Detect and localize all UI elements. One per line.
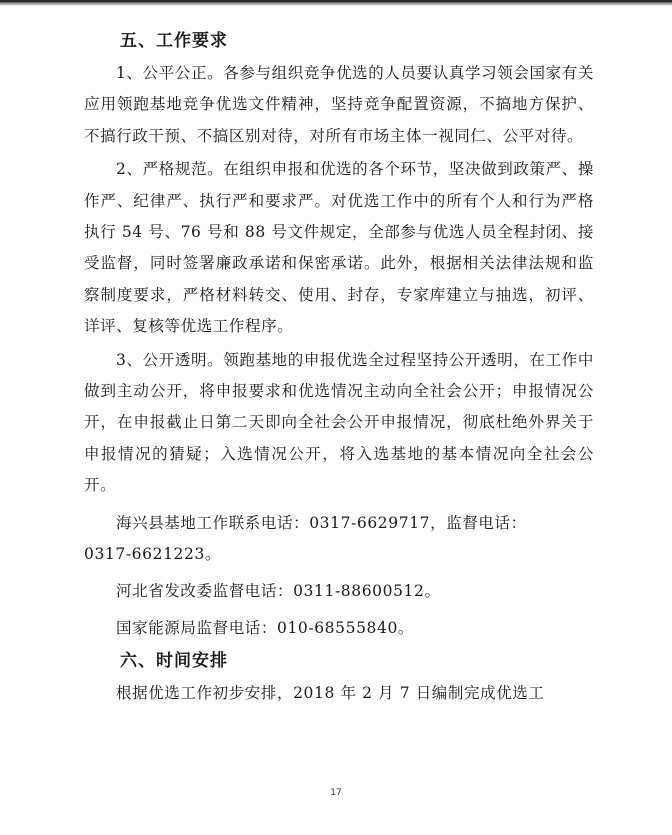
schedule-paragraph: 根据优选工作初步安排，2018 年 2 月 7 日编制完成优选工	[116, 683, 545, 702]
hebei-supervision-line: 河北省发改委监督电话：0311-88600512。	[116, 581, 441, 600]
page-number: 17	[330, 788, 342, 798]
haixing-contact-line: 海兴县基地工作联系电话：0317-6629717，监督电话：	[116, 513, 527, 532]
nea-supervision-line: 国家能源局监督电话：010-68555840。	[116, 618, 415, 637]
requirement-2-paragraph: 2、严格规范。在组织申报和优选的各个环节，坚决做到政策严、操作严、纪律严、执行严和要求严。对优选工作中的所有个人和行为严格执行 54 号、76 号和 88 号文件规定，全部参与优选人员全程封闭、接受监督，同时签署廉政承诺和保密承诺。此外，根据相关法律法规和监察制度要求，严格材料转交、使用、封存，专家库建立与抽选，初评、详评、复核等优选工作程序。	[84, 160, 594, 336]
contact-block	[84, 508, 594, 644]
requirement-3-paragraph: 3、公开透明。领跑基地的申报优选全过程坚持公开透明，在工作中做到主动公开，将申报要求和优选情况主动向全社会公开；申报情况公开，在申报截止日第二天即向全社会公开申报情况，彻底杜绝外界关于申报情况的猜疑；入选情况公开，将入选基地的基本情况向全社会公开。	[84, 350, 594, 495]
section-5-heading: 五、工作要求	[120, 31, 228, 51]
haixing-supervision-number: 0317-6621223。	[84, 544, 222, 563]
page-content	[84, 24, 594, 709]
requirement-1-paragraph: 1、公平公正。各参与组织竞争优选的人员要认真学习领会国家有关应用领跑基地竞争优选文件精神，坚持竞争配置资源，不搞地方保护、不搞行政干预、不搞区别对待，对所有市场主体一视同仁、公平对待。	[84, 64, 594, 145]
section-6-heading: 六、时间安排	[120, 650, 228, 671]
page-top-edge	[0, 2, 672, 6]
